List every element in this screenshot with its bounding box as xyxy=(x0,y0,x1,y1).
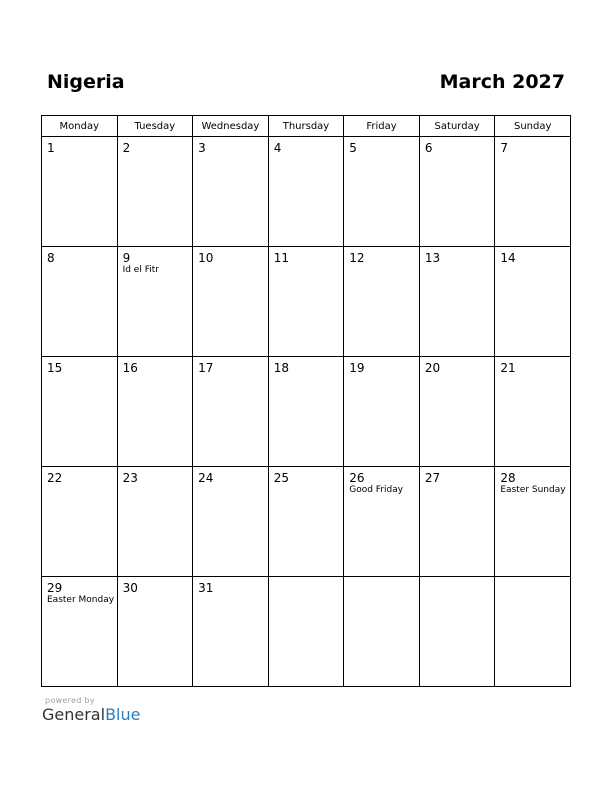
calendar-grid xyxy=(41,115,571,687)
powered-by-text: powered by xyxy=(45,696,95,705)
day-number: 21 xyxy=(500,361,516,375)
day-cell xyxy=(344,247,420,357)
day-number xyxy=(269,577,344,581)
day-cell xyxy=(495,357,571,467)
day-number: 11 xyxy=(273,251,289,265)
country-title: Nigeria xyxy=(47,71,125,93)
day-cell xyxy=(268,467,344,577)
month-title: March 2027 xyxy=(439,71,565,93)
holiday-label: Good Friday xyxy=(349,485,404,495)
footer-branding xyxy=(42,696,140,724)
day-cell xyxy=(117,577,193,687)
brand-general: General xyxy=(42,705,106,724)
brand-blue: Blue xyxy=(105,705,141,724)
day-cell xyxy=(193,357,269,467)
day-number: 17 xyxy=(198,361,214,375)
weekday-header: Thursday xyxy=(268,116,344,137)
day-number xyxy=(344,577,419,581)
day-number: 19 xyxy=(349,361,365,375)
day-number: 25 xyxy=(273,471,289,485)
weekday-header: Friday xyxy=(344,116,420,137)
day-cell xyxy=(344,467,420,577)
day-cell xyxy=(268,357,344,467)
day-cell xyxy=(419,577,495,687)
day-number: 3 xyxy=(198,141,206,155)
day-cell xyxy=(495,467,571,577)
day-number: 14 xyxy=(500,251,516,265)
calendar-body xyxy=(42,137,571,687)
day-cell xyxy=(193,577,269,687)
day-cell xyxy=(419,137,495,247)
day-cell xyxy=(193,247,269,357)
weekday-header: Sunday xyxy=(495,116,571,137)
day-cell xyxy=(117,357,193,467)
weekday-header: Wednesday xyxy=(193,116,269,137)
day-number: 18 xyxy=(273,361,289,375)
day-number: 12 xyxy=(349,251,365,265)
day-number xyxy=(420,577,495,581)
day-cell xyxy=(117,247,193,357)
day-number: 15 xyxy=(47,361,63,375)
week-row xyxy=(42,357,571,467)
weekday-header-row xyxy=(42,116,571,137)
day-number: 22 xyxy=(47,471,63,485)
day-number: 5 xyxy=(349,141,357,155)
day-number: 20 xyxy=(424,361,441,375)
week-row xyxy=(42,137,571,247)
day-number: 28 xyxy=(500,471,516,485)
day-cell xyxy=(419,467,495,577)
day-number xyxy=(495,577,570,581)
day-cell xyxy=(419,357,495,467)
day-cell xyxy=(268,577,344,687)
day-number: 29 xyxy=(47,581,63,595)
day-cell xyxy=(268,247,344,357)
day-cell xyxy=(344,577,420,687)
day-number: 4 xyxy=(273,141,282,155)
day-number: 26 xyxy=(349,471,365,485)
day-cell xyxy=(495,577,571,687)
holiday-label: Easter Sunday xyxy=(500,485,566,495)
day-number: 31 xyxy=(198,581,214,595)
day-number: 30 xyxy=(122,581,138,595)
day-number: 8 xyxy=(47,251,55,265)
day-number: 2 xyxy=(122,141,131,155)
brand-logo xyxy=(42,706,140,724)
day-number: 7 xyxy=(500,141,509,155)
week-row xyxy=(42,577,571,687)
day-number: 9 xyxy=(122,251,131,265)
day-cell xyxy=(268,137,344,247)
day-number: 13 xyxy=(424,251,441,265)
day-number: 23 xyxy=(122,471,138,485)
day-cell xyxy=(344,357,420,467)
holiday-label: Easter Monday xyxy=(47,595,115,605)
weekday-header: Saturday xyxy=(419,116,495,137)
day-cell xyxy=(42,577,118,687)
week-row xyxy=(42,247,571,357)
week-row xyxy=(42,467,571,577)
day-number: 16 xyxy=(122,361,138,375)
day-cell xyxy=(42,467,118,577)
day-cell xyxy=(495,247,571,357)
day-cell xyxy=(193,467,269,577)
day-cell xyxy=(419,247,495,357)
weekday-header: Tuesday xyxy=(117,116,193,137)
day-cell xyxy=(117,467,193,577)
day-number: 24 xyxy=(198,471,214,485)
day-number: 1 xyxy=(47,141,55,155)
weekday-header: Monday xyxy=(42,116,118,137)
day-cell xyxy=(495,137,571,247)
day-cell xyxy=(42,247,118,357)
day-cell xyxy=(193,137,269,247)
day-number: 6 xyxy=(424,141,433,155)
day-cell xyxy=(117,137,193,247)
holiday-label: Id el Fitr xyxy=(122,265,159,275)
day-cell xyxy=(42,357,118,467)
day-number: 10 xyxy=(198,251,214,265)
day-number: 27 xyxy=(424,471,441,485)
day-cell xyxy=(344,137,420,247)
day-cell xyxy=(42,137,118,247)
